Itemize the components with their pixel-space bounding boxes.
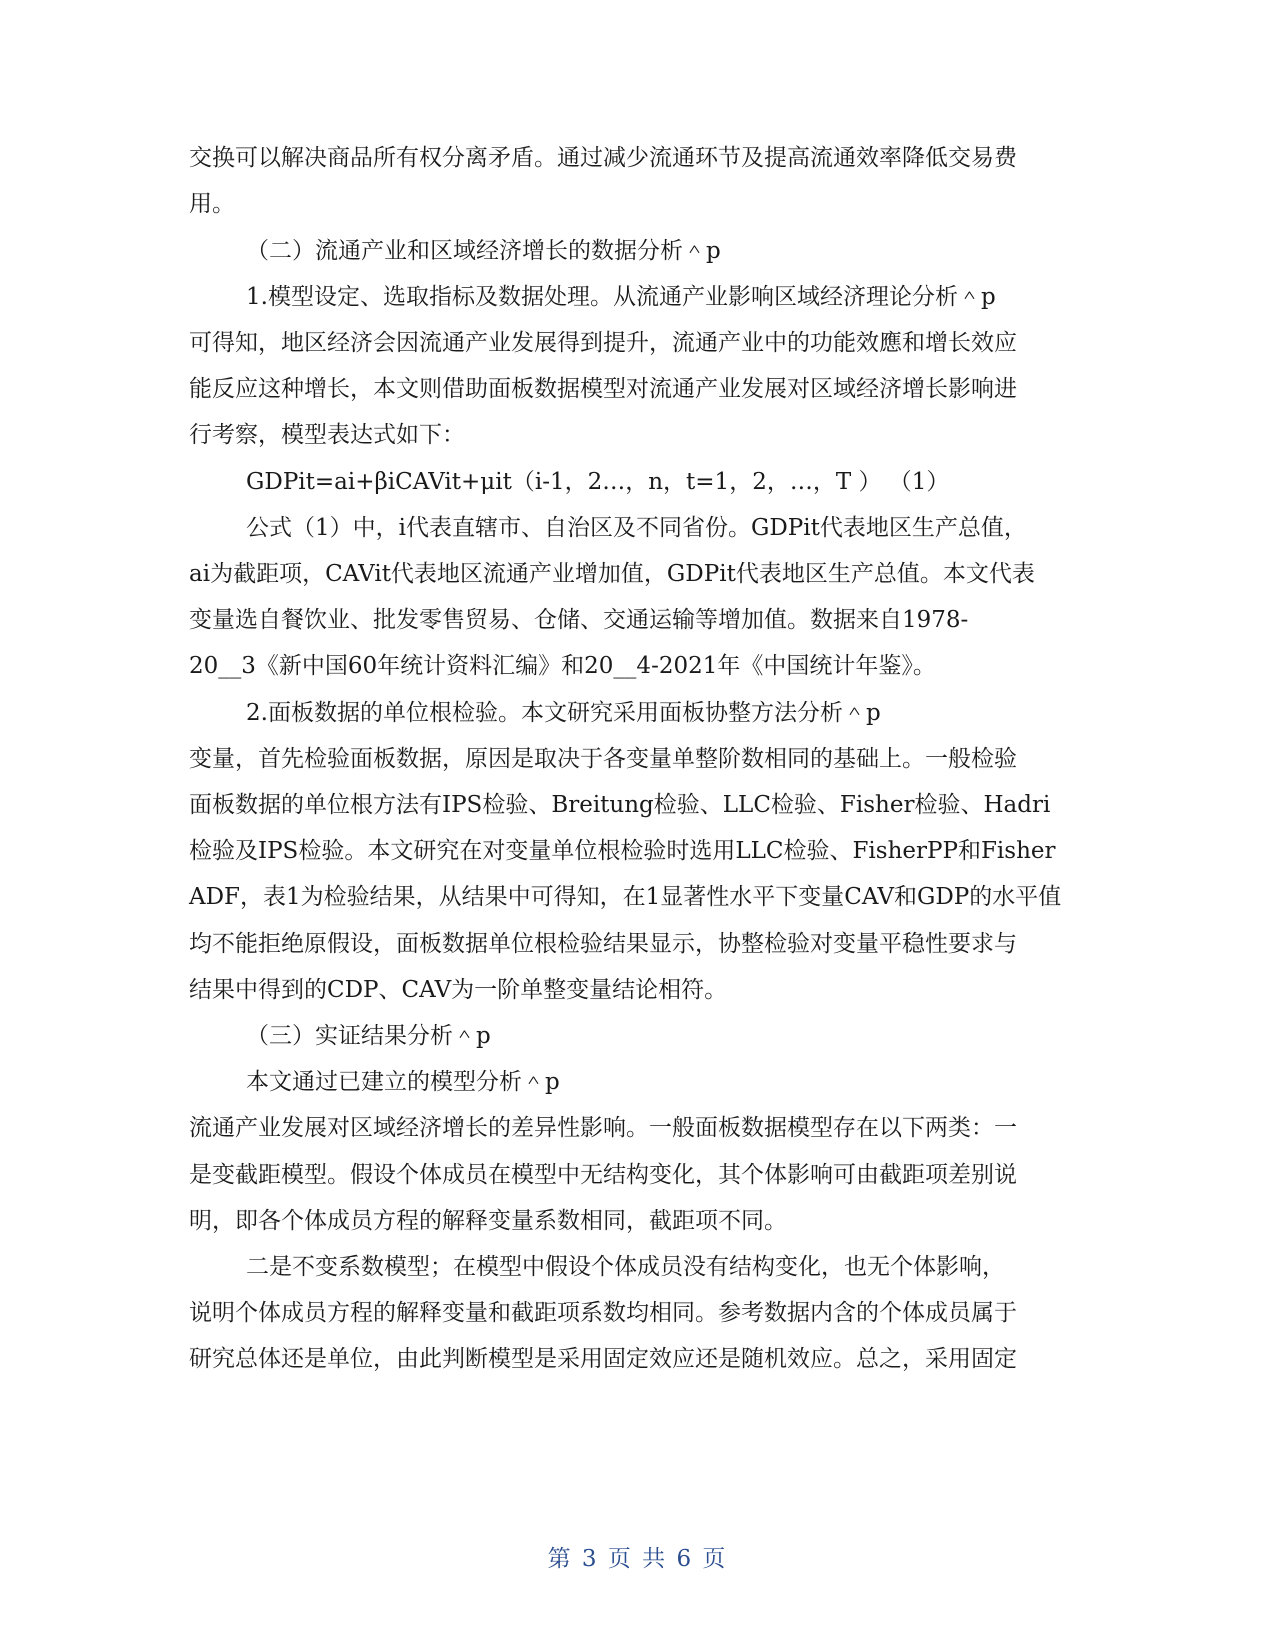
body-text-line: 是变截距模型。假设个体成员在模型中无结构变化，其个体影响可由截距项差别说 (189, 1162, 1017, 1188)
body-text-line: 2.面板数据的单位根检验。本文研究采用面板协整方法分析＾p (246, 700, 881, 726)
body-text-line: 能反应这种增长，本文则借助面板数据模型对流通产业发展对区域经济增长影响进 (189, 376, 1017, 402)
section-heading: （二）流通产业和区域经济增长的数据分析＾p (246, 238, 721, 264)
body-text-line: 变量选自餐饮业、批发零售贸易、仓储、交通运输等增加值。数据来自1978- (189, 607, 969, 633)
body-text-line: 研究总体还是单位，由此判断模型是采用固定效应还是随机效应。总之，采用固定 (189, 1346, 1017, 1372)
body-text-line: 面板数据的单位根方法有IPS检验、Breitung检验、LLC检验、Fisher检验、Hadri (189, 792, 1051, 818)
body-text-line: 检验及IPS检验。本文研究在对变量单位根检验时选用LLC检验、FisherPP和Fisher (189, 838, 1056, 864)
body-text-line: 说明个体成员方程的解释变量和截距项系数均相同。参考数据内含的个体成员属于 (189, 1300, 1017, 1326)
body-text-line: 结果中得到的CDP、CAV为一阶单整变量结论相符。 (189, 977, 728, 1003)
section-heading: （三）实证结果分析＾p (246, 1023, 491, 1049)
formula-line: GDPit=ai+βiCAVit+μit（i-1，2…，n，t=1，2，…，T ） （1） (246, 469, 950, 495)
body-text-line: 均不能拒绝原假设，面板数据单位根检验结果显示，协整检验对变量平稳性要求与 (189, 931, 1017, 957)
body-text-line: 明，即各个体成员方程的解释变量系数相同，截距项不同。 (189, 1208, 787, 1234)
body-text-line: ai为截距项，CAVit代表地区流通产业增加值，GDPit代表地区生产总值。本文代表 (189, 561, 1035, 587)
body-text-line: 二是不变系数模型；在模型中假设个体成员没有结构变化，也无个体影响， (246, 1254, 1005, 1280)
body-text-line: 行考察，模型表达式如下： (189, 422, 465, 448)
body-text-line: 公式（1）中，i代表直辖市、自治区及不同省份。GDPit代表地区生产总值， (246, 515, 1027, 541)
body-text-line: 流通产业发展对区域经济增长的差异性影响。一般面板数据模型存在以下两类：一 (189, 1115, 1017, 1141)
body-text-line: 可得知，地区经济会因流通产业发展得到提升，流通产业中的功能效應和增长效应 (189, 330, 1017, 356)
body-text-line: 用。 (189, 191, 235, 217)
body-text-line: 20__3《新中国60年统计资料汇编》和20__4-2021年《中国统计年鉴》。 (189, 653, 936, 679)
body-text-line: 1.模型设定、选取指标及数据处理。从流通产业影响区域经济理论分析＾p (246, 284, 996, 310)
body-text-line: 本文通过已建立的模型分析＾p (246, 1069, 560, 1095)
page-number-footer: 第 3 页 共 6 页 (547, 1546, 728, 1572)
body-text-line: 交换可以解决商品所有权分离矛盾。通过减少流通环节及提高流通效率降低交易费 (189, 145, 1017, 171)
body-text-line: ADF，表1为检验结果，从结果中可得知，在1显著性水平下变量CAV和GDP的水平值 (189, 884, 1062, 910)
body-text-line: 变量，首先检验面板数据，原因是取决于各变量单整阶数相同的基础上。一般检验 (189, 746, 1017, 772)
